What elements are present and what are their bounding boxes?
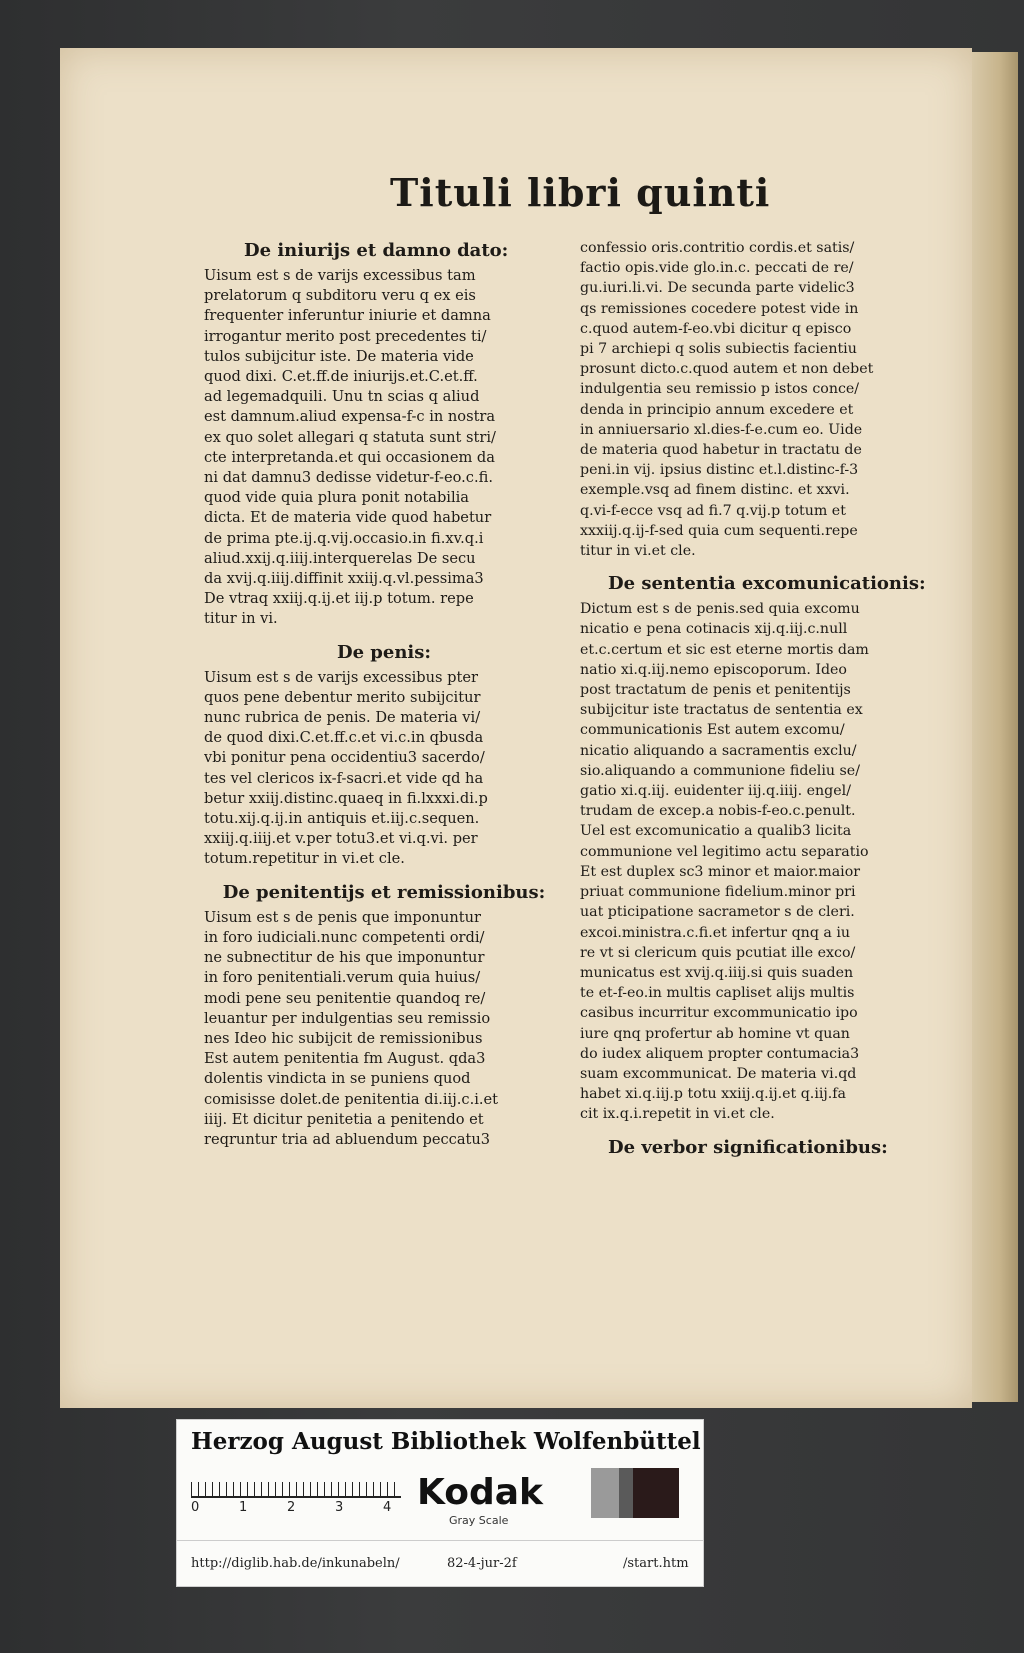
text-line: sio.aliquando a communione fideliu se/ xyxy=(580,762,860,779)
text-line: de prima pte.ij.q.vij.occasio.in fi.xv.q.i xyxy=(204,529,484,547)
text-line: c.quod autem-f-eo.vbi dicitur q episco xyxy=(580,320,852,337)
text-line: betur xxiij.distinc.quaeq in fi.lxxxi.di.p xyxy=(204,789,488,807)
section-heading: De penitentijs et remissionibus: xyxy=(222,881,546,903)
text-line: Uisum est s de varijs excessibus tam xyxy=(204,267,476,284)
text-line: xxxiij.q.ij-f-sed quia cum sequenti.repe xyxy=(580,522,858,539)
section-heading: De verbor significationibus: xyxy=(608,1136,888,1158)
text-line: Dictum est s de penis.sed quia excomu xyxy=(580,601,860,618)
text-line: et.c.certum et sic est eterne mortis dam xyxy=(580,641,869,658)
text-line: in foro penitentiali.verum quia huius/ xyxy=(204,969,481,987)
text-line: dolentis vindicta in se puniens quod xyxy=(204,1070,471,1088)
text-line: vbi ponitur pena occidentiu3 sacerdo/ xyxy=(204,749,485,767)
text-line: gu.iuri.li.vi. De secunda parte videlic3 xyxy=(580,280,855,297)
text-line: comisisse dolet.de penitentia di.iij.c.i.et xyxy=(204,1090,499,1108)
text-line: exemple.vsq ad finem distinc. et xxvi. xyxy=(580,482,850,499)
text-line: te et-f-eo.in multis capliset alijs multis xyxy=(580,985,855,1002)
text-line: quos pene debentur merito subijcitur xyxy=(204,688,481,706)
text-line: trudam de excep.a nobis-f-eo.c.penult. xyxy=(580,803,856,820)
text-line: prosunt dicto.c.quod autem et non debet xyxy=(580,361,874,378)
ruler-number: 1 xyxy=(239,1500,248,1515)
text-line: tulos subijcitur iste. De materia vide xyxy=(204,347,474,365)
text-line: q.vi-f-ecce vsq ad fi.7 q.vij.p totum et xyxy=(580,502,846,519)
right-column xyxy=(580,238,926,1163)
text-line: in anniuersario xl.dies-f-e.cum eo. Uide xyxy=(580,421,863,438)
text-line: irrogantur merito post precedentes ti/ xyxy=(204,327,487,345)
gray-swatch-dark xyxy=(633,1468,679,1518)
text-line: quod vide quia plura ponit notabilia xyxy=(204,489,470,507)
ruler-number: 2 xyxy=(287,1500,296,1515)
text-line: subijcitur iste tractatus de sententia ex xyxy=(580,702,863,719)
text-line: titur in vi.et cle. xyxy=(580,543,696,560)
scale-ruler xyxy=(191,1470,401,1498)
text-line: nicatio aliquando a sacramentis exclu/ xyxy=(580,742,857,759)
text-line: casibus incurritur excommunicatio ipo xyxy=(580,1005,858,1022)
text-line: aliud.xxij.q.iiij.interquerelas De secu xyxy=(204,549,476,567)
text-line: pi 7 archiepi q solis subiectis facientiu xyxy=(580,341,857,358)
text-line: natio xi.q.iij.nemo episcoporum. Ideo xyxy=(580,661,847,678)
text-line: totum.repetitur in vi.et cle. xyxy=(204,850,405,868)
text-line: nunc rubrica de penis. De materia vi/ xyxy=(204,709,481,727)
text-line: Uel est excomunicatio a qualib3 licita xyxy=(580,823,852,840)
text-line: uat pticipatione sacrametor s de cleri. xyxy=(580,904,855,921)
text-line: qs remissiones cocedere potest vide in xyxy=(580,300,859,317)
section-text xyxy=(580,238,900,561)
text-line: tes vel clericos ix-f-sacri.et vide qd ha xyxy=(204,769,484,787)
section-text xyxy=(204,668,564,870)
text-line: Est autem penitentia fm August. qda3 xyxy=(204,1050,486,1068)
text-line: Uisum est s de varijs excessibus pter xyxy=(204,668,478,686)
text-line: quod dixi. C.et.ff.de iniurijs.et.C.et.ff. xyxy=(204,368,478,386)
text-line: ni dat damnu3 dedisse videtur-f-eo.c.fi. xyxy=(204,469,493,487)
url-suffix: /start.htm xyxy=(623,1556,689,1571)
section-text xyxy=(204,908,564,1150)
text-line: Uisum est s de penis que imponuntur xyxy=(204,908,481,926)
text-line: confessio oris.contritio cordis.et satis/ xyxy=(580,240,855,256)
text-line: in foro iudiciali.nunc competenti ordi/ xyxy=(204,928,485,946)
shelfmark: 82-4-jur-2f xyxy=(447,1556,517,1571)
section-heading: De sententia excomunicationis: xyxy=(608,573,926,595)
text-line: de quod dixi.C.et.ff.c.et vi.c.in qbusda xyxy=(204,729,484,747)
text-line: cit ix.q.i.repetit in vi.et cle. xyxy=(580,1106,775,1123)
text-line: titur in vi. xyxy=(204,610,278,628)
text-line: denda in principio annum excedere et xyxy=(580,401,854,418)
text-line: iiij. Et dicitur penitetia a penitendo et xyxy=(204,1110,484,1128)
text-line: nes Ideo hic subijcit de remissionibus xyxy=(204,1029,483,1047)
text-line: indulgentia seu remissio p istos conce/ xyxy=(580,381,860,398)
text-line: peni.in vij. ipsius distinc et.l.distinc-f-3 xyxy=(580,462,859,479)
text-line: dicta. Et de materia vide quod habetur xyxy=(204,509,492,527)
text-line: da xvij.q.iiij.diffinit xxiij.q.vl.pessima3 xyxy=(204,570,484,588)
text-line: habet xi.q.iij.p totu xxiij.q.ij.et q.iij.fa xyxy=(580,1086,847,1103)
ruler-number: 3 xyxy=(335,1500,344,1515)
text-line: ad legemadquili. Unu tn scias q aliud xyxy=(204,388,480,406)
text-line: ex quo solet allegari q statuta sunt stri/ xyxy=(204,428,496,446)
text-line: totu.xij.q.ij.in antiquis et.iij.c.sequen. xyxy=(204,810,480,828)
ruler-number: 4 xyxy=(383,1500,392,1515)
kodak-logo: Kodak xyxy=(417,1472,543,1513)
text-line: frequenter inferuntur iniurie et damna xyxy=(204,307,491,325)
text-line: de materia quod habetur in tractatu de xyxy=(580,442,862,459)
text-line: communicationis Est autem excomu/ xyxy=(580,722,845,739)
text-line: xxiij.q.iiij.et v.per totu3.et vi.q.vi. per xyxy=(204,830,478,848)
section-heading: De penis: xyxy=(336,641,432,663)
text-line: cte interpretanda.et qui occasionem da xyxy=(204,448,495,466)
text-line: gatio xi.q.iij. euidenter iij.q.iiij. engel/ xyxy=(580,783,851,800)
target-label xyxy=(176,1419,704,1587)
text-line: De vtraq xxiij.q.ij.et iij.p totum. repe xyxy=(204,590,474,608)
page-title: Tituli libri quinti xyxy=(390,170,771,215)
text-line: factio opis.vide glo.in.c. peccati de re/ xyxy=(580,260,854,277)
text-line: ne subnectitur de his que imponuntur xyxy=(204,949,485,967)
text-line: iure qnq profertur ab homine vt quan xyxy=(580,1025,850,1042)
section-text xyxy=(204,266,564,630)
text-line: municatus est xvij.q.iiij.si quis suaden xyxy=(580,964,854,981)
text-line: Et est duplex sc3 minor et maior.maior xyxy=(580,863,861,880)
text-line: leuantur per indulgentias seu remissio xyxy=(204,1009,491,1027)
text-line: nicatio e pena cotinacis xij.q.iij.c.null xyxy=(580,621,848,638)
text-line: excoi.ministra.c.fi.et infertur qnq a iu xyxy=(580,924,851,941)
label-divider xyxy=(177,1540,703,1541)
text-line: suam excommunicat. De materia vi.qd xyxy=(580,1065,857,1082)
text-line: prelatorum q subditoru veru q ex eis xyxy=(204,287,476,305)
institution-name: Herzog August Bibliothek Wolfenbüttel xyxy=(191,1428,701,1455)
text-line: est damnum.aliud expensa-f-c in nostra xyxy=(204,408,496,426)
ruler-number: 0 xyxy=(191,1500,200,1515)
text-line: modi pene seu penitentie quandoq re/ xyxy=(204,989,486,1007)
gray-swatch-mid xyxy=(619,1468,633,1518)
section-heading: De iniurijs et damno dato: xyxy=(244,240,509,261)
text-line: post tractatum de penis et penitentijs xyxy=(580,682,851,699)
text-line: priuat communione fidelium.minor pri xyxy=(580,884,856,901)
text-line: reqruntur tria ad abluendum peccatu3 xyxy=(204,1130,491,1148)
gray-swatch-light xyxy=(591,1468,619,1518)
text-line: re vt si clericum quis pcutiat ille exco/ xyxy=(580,944,856,961)
section-text xyxy=(580,599,900,1124)
left-column xyxy=(204,238,564,1160)
url-prefix: http://diglib.hab.de/inkunabeln/ xyxy=(191,1556,400,1571)
next-page-edge xyxy=(972,52,1018,1402)
text-line: do iudex aliquem propter contumacia3 xyxy=(580,1045,860,1062)
text-line: communione vel legitimo actu separatio xyxy=(580,843,869,860)
gray-scale-label: Gray Scale xyxy=(449,1514,509,1527)
